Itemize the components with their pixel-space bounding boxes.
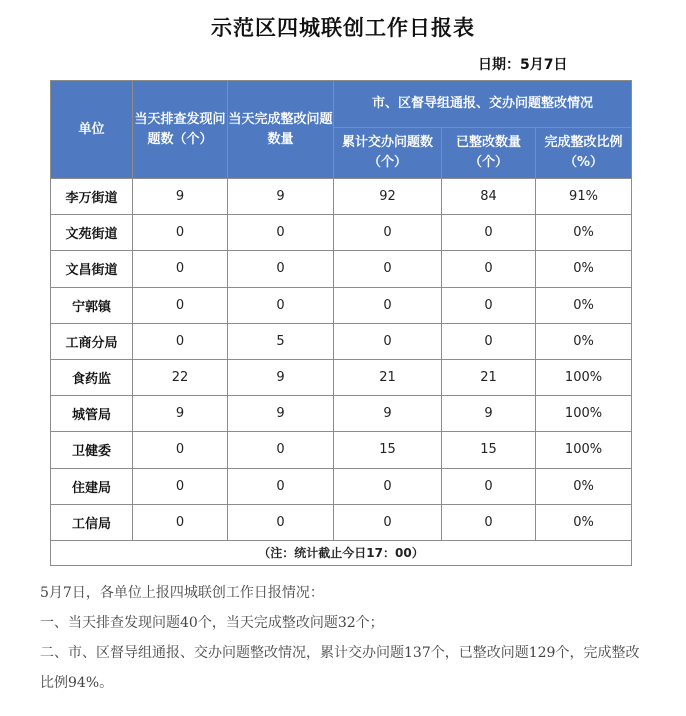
header-ratio: 完成整改比例（%） — [536, 128, 632, 179]
cell-unit: 宁郭镇 — [51, 287, 133, 323]
cell-unit: 卫健委 — [51, 432, 133, 468]
header-row-1 — [51, 81, 632, 128]
cell-cumulative: 0 — [334, 504, 442, 540]
cell-found: 0 — [133, 323, 228, 359]
cell-ratio: 91% — [536, 179, 632, 215]
cell-found: 9 — [133, 396, 228, 432]
cell-rectified: 0 — [442, 504, 536, 540]
cell-rectified: 15 — [442, 432, 536, 468]
cell-found: 0 — [133, 432, 228, 468]
note-row — [51, 540, 632, 565]
table-row — [51, 287, 632, 323]
cell-unit: 李万街道 — [51, 179, 133, 215]
cell-fixed: 9 — [228, 179, 334, 215]
summary — [40, 578, 650, 698]
cell-ratio: 0% — [536, 504, 632, 540]
cell-rectified: 84 — [442, 179, 536, 215]
cell-ratio: 0% — [536, 251, 632, 287]
cell-rectified: 9 — [442, 396, 536, 432]
cell-rectified: 0 — [442, 215, 536, 251]
table-row — [51, 504, 632, 540]
header-cumulative: 累计交办问题数（个） — [334, 128, 442, 179]
header-fixed-today: 当天完成整改问题数量 — [228, 81, 334, 179]
table-row — [51, 468, 632, 504]
cell-unit: 城管局 — [51, 396, 133, 432]
cell-unit: 工商分局 — [51, 323, 133, 359]
cell-ratio: 0% — [536, 468, 632, 504]
summary-line: 二、市、区督导组通报、交办问题整改情况，累计交办问题137个，已整改问题129个，完成整改比例94%。 — [40, 645, 640, 691]
cell-fixed: 5 — [228, 323, 334, 359]
cell-cumulative: 0 — [334, 215, 442, 251]
header-group: 市、区督导组通报、交办问题整改情况 — [334, 81, 632, 128]
cell-cumulative: 9 — [334, 396, 442, 432]
cell-cumulative: 0 — [334, 468, 442, 504]
cell-ratio: 100% — [536, 359, 632, 395]
cell-cumulative: 0 — [334, 287, 442, 323]
cell-found: 0 — [133, 504, 228, 540]
cell-cumulative: 0 — [334, 251, 442, 287]
table-row — [51, 251, 632, 287]
cell-ratio: 100% — [536, 396, 632, 432]
cell-cumulative: 15 — [334, 432, 442, 468]
cell-unit: 食药监 — [51, 359, 133, 395]
header-found-today: 当天排查发现问题数（个） — [133, 81, 228, 179]
cell-ratio: 0% — [536, 215, 632, 251]
report-date: 日期：5月7日 — [478, 57, 568, 73]
cell-fixed: 9 — [228, 359, 334, 395]
cell-rectified: 0 — [442, 323, 536, 359]
table-row — [51, 215, 632, 251]
cell-ratio: 0% — [536, 323, 632, 359]
cell-unit: 文苑街道 — [51, 215, 133, 251]
table-row — [51, 359, 632, 395]
cell-rectified: 0 — [442, 251, 536, 287]
cell-found: 0 — [133, 215, 228, 251]
cell-cumulative: 0 — [334, 323, 442, 359]
cell-fixed: 0 — [228, 251, 334, 287]
cell-fixed: 0 — [228, 432, 334, 468]
cell-cumulative: 21 — [334, 359, 442, 395]
cell-cumulative: 92 — [334, 179, 442, 215]
summary-line: 5月7日，各单位上报四城联创工作日报情况： — [40, 585, 324, 601]
report-table — [50, 80, 632, 566]
cell-rectified: 21 — [442, 359, 536, 395]
table-note: （注：统计截止今日17：00） — [51, 540, 632, 565]
cell-rectified: 0 — [442, 468, 536, 504]
table-row — [51, 179, 632, 215]
cell-rectified: 0 — [442, 287, 536, 323]
cell-ratio: 100% — [536, 432, 632, 468]
header-unit: 单位 — [51, 81, 133, 179]
cell-ratio: 0% — [536, 287, 632, 323]
cell-fixed: 0 — [228, 504, 334, 540]
table-row — [51, 432, 632, 468]
cell-fixed: 0 — [228, 215, 334, 251]
cell-unit: 工信局 — [51, 504, 133, 540]
cell-found: 0 — [133, 468, 228, 504]
cell-found: 22 — [133, 359, 228, 395]
cell-unit: 住建局 — [51, 468, 133, 504]
cell-fixed: 9 — [228, 396, 334, 432]
cell-fixed: 0 — [228, 287, 334, 323]
cell-fixed: 0 — [228, 468, 334, 504]
cell-found: 0 — [133, 287, 228, 323]
report-title: 示范区四城联创工作日报表 — [211, 16, 475, 40]
cell-found: 9 — [133, 179, 228, 215]
table-row — [51, 323, 632, 359]
cell-found: 0 — [133, 251, 228, 287]
cell-unit: 文昌街道 — [51, 251, 133, 287]
table-row — [51, 396, 632, 432]
summary-line: 一、当天排查发现问题40个，当天完成整改问题32个； — [40, 615, 384, 631]
header-rectified: 已整改数量（个） — [442, 128, 536, 179]
